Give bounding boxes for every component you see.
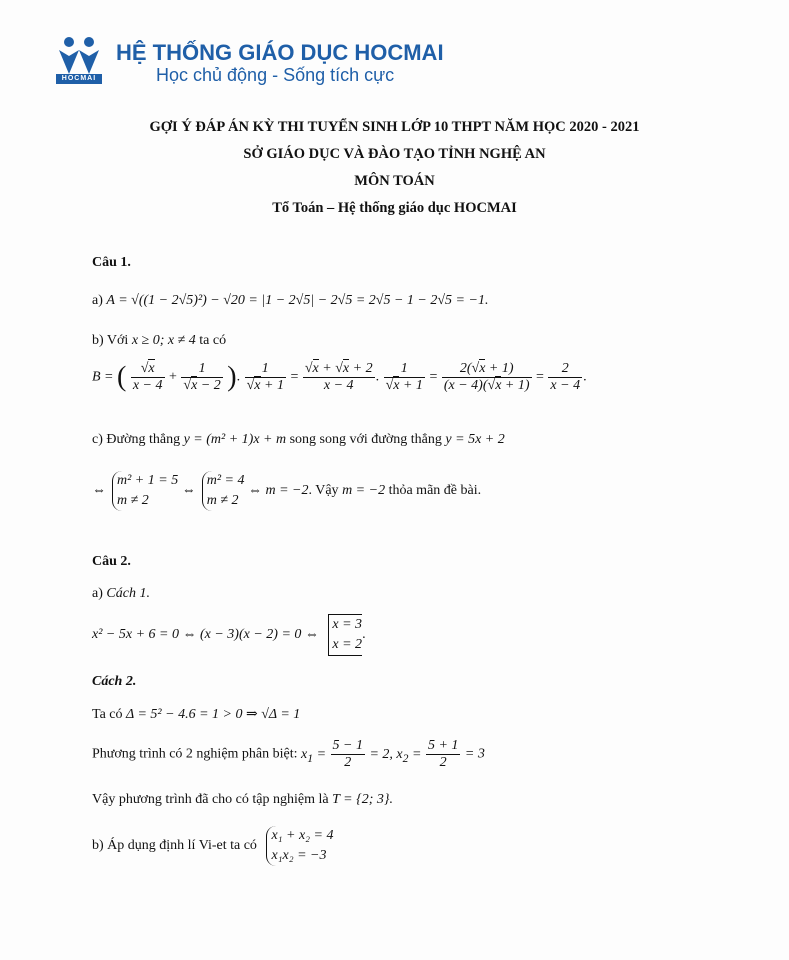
delta-pre: Ta có [92,707,123,722]
hocmai-logo-icon [56,36,102,76]
cau2-cach1: Cách 1. [106,586,150,601]
b-frac-5: $\frac{1}{√x + 1}$ [385,361,423,393]
cau2-delta-line [92,706,300,723]
cau1-a-label: a) [92,293,103,308]
b-frac-4: $\frac{√x + √x + 2}{x - 4}$ [304,361,373,393]
brand-name: HỆ THỐNG GIÁO DỤC HOCMAI [116,40,444,65]
root1-frac: $\frac{5 - 1}{2}$ [332,738,363,770]
cau2-cach2: Cách 2. [92,674,137,689]
cau1-c-conclusion-pre: . Vậy [308,483,339,499]
vieta-system [266,826,333,866]
title-line-4: Tổ Toán – Hệ thống giáo dục HOCMAI [272,200,517,216]
b-frac-7: $\frac{2}{x - 4}$ [550,361,581,393]
sys1-row2: m ≠ 2 [117,493,149,508]
b-frac-1: $\frac{√x}{x - 4}$ [132,361,163,393]
logo-tag: HOCMAI [56,74,102,84]
cau1-c-result: ⇔ m = −2 [247,483,309,499]
cau1-c-middle: song song với đường thẳng [289,432,442,447]
sys2-row2: m ≠ 2 [206,493,239,508]
cau1-b-intro-text: b) Với [92,333,129,348]
cach1-root1: x = 3 [332,617,363,632]
cau2-heading: Câu 2. [92,554,131,569]
cau1-b-intro [92,333,226,349]
cau1-b-formula: B = ( $\frac{√x}{x - 4}$ + $\frac{1}{√x - 2}$ ). $\frac{1}{√x + 1}$ = $\frac{√x + √x + 2}{x - 4}$ . $\frac{1}{√x + 1}$ = $\frac{2(√x + 1)}{(x - 4)(√x + 1)}$ = $\frac{2}{x - 4}$ . [92,361,587,393]
vieta-row2: x₁x₂ = −3 [271,848,327,863]
cau1-c-line2: y = 5x + 2 [445,432,505,447]
b-frac-3: $\frac{1}{√x + 1}$ [246,361,284,393]
b-formula-start: B = [92,369,114,385]
title-line-2: SỞ GIÁO DỤC VÀ ĐÀO TẠO TỈNH NGHỆ AN [243,146,546,162]
title-line-3: MÔN TOÁN [354,173,435,189]
cau2-a-line [92,586,150,602]
cau2-cach1-formula: x² − 5x + 6 = 0 ⇔ (x − 3)(x − 2) = 0 ⇔ [92,627,319,643]
b-frac-6: $\frac{2(√x + 1)}{(x - 4)(√x + 1)}$ [443,361,530,393]
cau2-set-line [92,792,393,808]
set-text: Vậy phương trình đã cho có tập nghiệm là [92,792,329,807]
delta-formula: Δ = 5² − 4.6 = 1 > 0 ⇒ √Δ = 1 [126,707,301,722]
cau1-c-conclusion-val: m = −2 [342,483,386,499]
cach1-root2: x = 2 [332,637,363,652]
cau1-c-systems: ⇔ m² + 1 = 5 m ≠ 2 ⇔ m² = 4 m ≠ 2 ⇔ m = −2. Vậy m = −2 thỏa mãn đề bài. [92,471,481,511]
cau1-a-formula: A = √((1 − 2√5)²) − √20 = |1 − 2√5| − 2√5 = 2√5 − 1 − 2√5 = −1. [106,293,489,308]
cau1-c-line [92,432,505,448]
cau2-b-line [92,826,334,866]
sys1-row1: m² + 1 = 5 [117,473,179,488]
cau2-a-label: a) [92,586,103,601]
cau2-b-text: b) Áp dụng định lí Vi-et ta có [92,838,257,854]
b-frac-2: $\frac{1}{√x - 2}$ [183,361,221,393]
sys2-row1: m² = 4 [206,473,245,488]
cau1-c-line1: y = (m² + 1)x + m [183,432,287,447]
cau1-heading: Câu 1. [92,255,131,270]
cau1-c-system-1 [112,471,178,511]
set-formula: T = {2; 3}. [332,792,393,807]
roots-text: Phương trình có 2 nghiệm phân biệt: [92,746,298,762]
cau1-b-condition: x ≥ 0; x ≠ 4 [131,333,196,348]
title-line-1: GỢI Ý ĐÁP ÁN KỲ THI TUYỂN SINH LỚP 10 THPT NĂM HỌC 2020 - 2021 [149,119,640,135]
cau2-cach1-roots [328,614,362,656]
cau1-c-conclusion-post: thỏa mãn đề bài. [388,483,482,499]
cau2-cach1-formula-line: x² − 5x + 6 = 0 ⇔ (x − 3)(x − 2) = 0 ⇔ x = 3 x = 2 . [92,614,366,656]
root2-frac: $\frac{5 + 1}{2}$ [427,738,459,770]
cau1-a [92,293,488,309]
cau1-c-text: c) Đường thẳng [92,432,181,447]
vieta-row1: x₁ + x₂ = 4 [271,828,334,843]
brand-slogan: Học chủ động - Sống tích cực [156,65,395,85]
cau1-b-intro-tail: ta có [199,333,227,348]
cau2-roots-line: Phương trình có 2 nghiệm phân biệt: $x_1$ = $\frac{5 - 1}{2}$ = 2, $x_2$ = $\frac{5 + 1}{2}$ = 3 [92,738,485,770]
cau1-c-system-2 [202,471,245,511]
